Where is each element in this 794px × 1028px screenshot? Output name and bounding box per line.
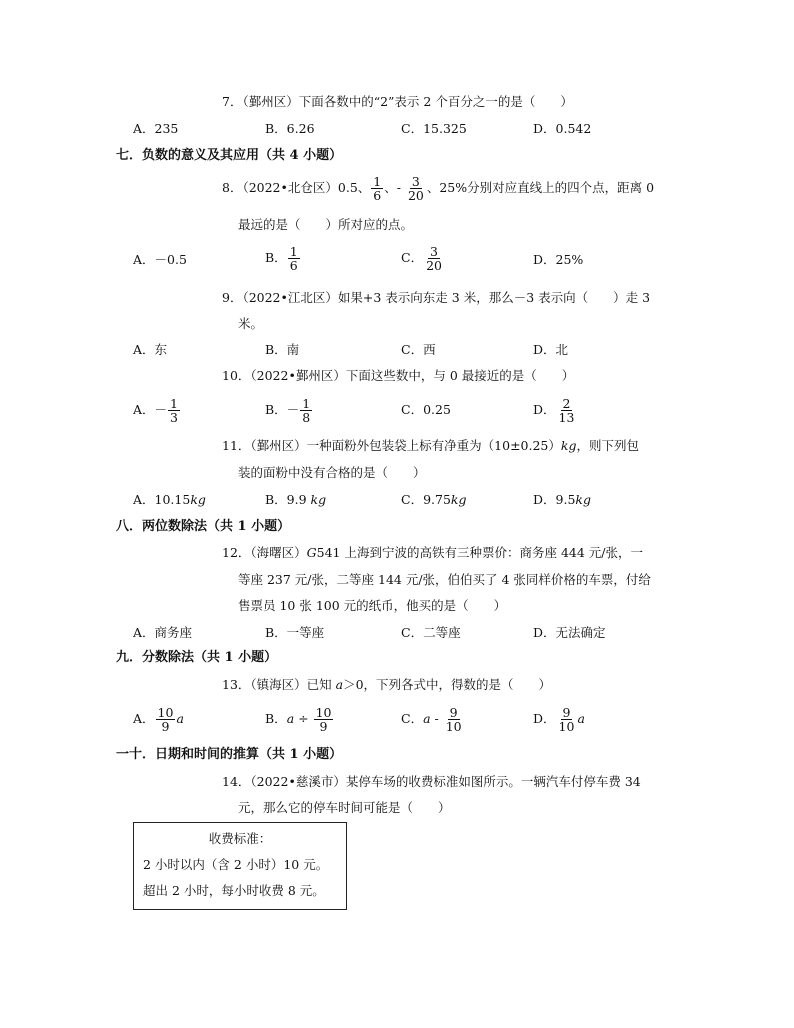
q11-option-b: B．9.9 kg bbox=[265, 492, 327, 507]
section-10-heading: 一十．日期和时间的推算（共 1 小题） bbox=[116, 747, 343, 762]
section-7-heading: 七．负数的意义及其应用（共 4 小题） bbox=[116, 148, 343, 163]
q8-option-a: A．－0.5 bbox=[133, 252, 187, 267]
q9-stem-line1: 9．（2022•江北区）如果+3 表示向东走 3 米，那么－3 表示向（ ）走 3 bbox=[222, 290, 651, 305]
q10-option-a: A．－ $\frac{1}{3}$ bbox=[133, 396, 178, 425]
q9-option-a: A．东 bbox=[133, 342, 168, 357]
q10-stem: 10．（2022•鄞州区）下面这些数中，与 0 最接近的是（ ） bbox=[222, 368, 575, 383]
q13-stem: 13．（镇海区）已知 a＞0，下列各式中，得数的是（ ） bbox=[222, 677, 552, 692]
section-8-heading: 八．两位数除法（共 1 小题） bbox=[116, 519, 291, 534]
q9-stem-line2: 米。 bbox=[238, 316, 264, 331]
fee-box-line-2: 超出 2 小时，每小时收费 8 元。 bbox=[143, 883, 325, 898]
q8-fraction-1: $\frac{1}{6}$ bbox=[373, 174, 382, 203]
q7-option-a: A．235 bbox=[133, 121, 179, 136]
q12-option-d: D．无法确定 bbox=[533, 625, 606, 640]
q7-option-d: D．0.542 bbox=[533, 121, 592, 136]
q11-stem-line2: 装的面粉中没有合格的是（ ） bbox=[238, 465, 426, 480]
section-9-heading: 九．分数除法（共 1 小题） bbox=[116, 650, 278, 665]
q12-stem-line2: 等座 237 元/张，二等座 144 元/张，伯伯买了 4 张同样价格的车票，付给 bbox=[238, 572, 651, 587]
fee-standard-box bbox=[133, 822, 347, 910]
q8-stem-line2: 最远的是（ ）所对应的点。 bbox=[238, 217, 414, 232]
q11-stem-line1: 11．（鄞州区）一种面粉外包装袋上标有净重为（10±0.25）kg，则下列包 bbox=[222, 438, 639, 453]
q8-post: 、25%分别对应直线上的四个点，距离 0 bbox=[426, 180, 655, 195]
q13-option-a: A． $\frac{10}{9}$ a bbox=[133, 705, 184, 734]
q9-option-b: B．南 bbox=[265, 342, 300, 357]
q8-option-d: D．25% bbox=[533, 252, 584, 267]
q7-stem: 7．（鄞州区）下面各数中的“2”表示 2 个百分之一的是（ ） bbox=[222, 94, 573, 109]
q13-option-c: C．a - $\frac{9}{10}$ bbox=[401, 705, 462, 734]
q8-option-b: B． $\frac{1}{6}$ bbox=[265, 244, 298, 273]
q7-option-c: C．15.325 bbox=[401, 121, 467, 136]
q12-stem-line3: 售票员 10 张 100 元的纸币，他买的是（ ） bbox=[238, 598, 507, 613]
q10-option-c: C．0.25 bbox=[401, 402, 451, 417]
q7-option-b: B．6.26 bbox=[265, 121, 315, 136]
q11-option-a: A．10.15kg bbox=[133, 492, 206, 507]
q9-option-d: D．北 bbox=[533, 342, 569, 357]
q14-stem-line2: 元，那么它的停车时间可能是（ ） bbox=[238, 800, 451, 815]
q12-stem-line1: 12．（海曙区）G541 上海到宁波的高铁有三种票价：商务座 444 元/张，一 bbox=[222, 545, 644, 560]
fee-box-title: 收费标准： bbox=[208, 831, 272, 846]
q13-option-d: D． $\frac{9}{10}$ a bbox=[533, 705, 585, 734]
q10-option-b: B．－ $\frac{1}{8}$ bbox=[265, 396, 311, 425]
q11-option-c: C．9.75kg bbox=[401, 492, 467, 507]
q8-pre: 8．（2022•北仓区）0.5、 bbox=[222, 180, 371, 195]
q12-option-c: C．二等座 bbox=[401, 625, 461, 640]
q11-option-d: D．9.5kg bbox=[533, 492, 591, 507]
q8-stem-line1 bbox=[222, 174, 654, 202]
fee-box-line-1: 2 小时以内（含 2 小时）10 元。 bbox=[143, 857, 329, 872]
q12-option-b: B．一等座 bbox=[265, 625, 325, 640]
q14-stem-line1: 14．（2022•慈溪市）某停车场的收费标准如图所示。一辆汽车付停车费 34 bbox=[222, 774, 641, 789]
q12-option-a: A．商务座 bbox=[133, 625, 193, 640]
q13-option-b: B．a ÷ $\frac{10}{9}$ bbox=[265, 705, 332, 734]
q9-option-c: C．西 bbox=[401, 342, 436, 357]
q10-option-d: D． $\frac{2}{13}$ bbox=[533, 396, 575, 425]
q8-option-c: C． $\frac{3}{20}$ bbox=[401, 244, 442, 273]
q8-fraction-2: $\frac{3}{20}$ bbox=[407, 174, 424, 203]
q8-mid: 、- bbox=[384, 180, 405, 195]
